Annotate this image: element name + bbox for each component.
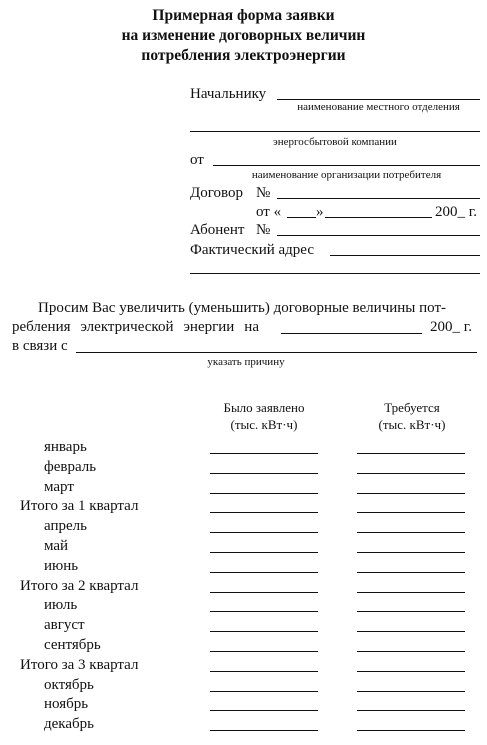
- table-row-label: август: [44, 617, 85, 634]
- declared-value-field[interactable]: [210, 631, 318, 632]
- required-value-field[interactable]: [357, 671, 465, 672]
- table-row-label: Итого за 3 квартал: [20, 656, 139, 673]
- declared-value-field[interactable]: [210, 532, 318, 533]
- table-row-label: Итого за 1 квартал: [20, 498, 139, 515]
- col-declared-header: Было заявлено: [223, 400, 305, 415]
- declared-value-field[interactable]: [210, 592, 318, 593]
- table-row-label: декабрь: [44, 716, 94, 733]
- table-row-label: июнь: [44, 557, 79, 574]
- request-line-2: ребления электрической энергии на: [12, 319, 259, 335]
- page-title-line-3: потребления электроэнергии: [141, 47, 346, 64]
- col-declared-unit: (тыс. кВт·ч): [230, 417, 298, 432]
- required-value-field[interactable]: [357, 493, 465, 494]
- table-row-label: ноябрь: [44, 696, 89, 713]
- request-year: 200_ г.: [430, 319, 472, 335]
- declared-value-field[interactable]: [210, 710, 318, 711]
- contract-month-field[interactable]: [325, 217, 432, 218]
- required-value-field[interactable]: [357, 592, 465, 593]
- contract-day-field[interactable]: [287, 217, 316, 218]
- col-required-header: Требуется: [384, 400, 440, 415]
- contract-date-close: »: [316, 204, 324, 220]
- address-field[interactable]: [330, 255, 480, 256]
- declared-value-field[interactable]: [210, 453, 318, 454]
- table-row-label: октябрь: [44, 676, 94, 693]
- table-row-label: июль: [44, 597, 78, 614]
- page-title-line-2: на изменение договорных величин: [121, 27, 366, 44]
- head-label: Начальнику: [190, 86, 267, 102]
- page-title: Примерная форма заявки: [152, 7, 335, 24]
- request-period-field[interactable]: [281, 333, 422, 334]
- declared-value-field[interactable]: [210, 512, 318, 513]
- hint-local-office: наименование местного отделения: [297, 101, 460, 113]
- table-row-label: апрель: [44, 518, 87, 535]
- declared-value-field[interactable]: [210, 691, 318, 692]
- required-value-field[interactable]: [357, 572, 465, 573]
- subscriber-label: Абонент: [190, 222, 245, 238]
- contract-number-sign: №: [256, 185, 271, 201]
- required-value-field[interactable]: [357, 512, 465, 513]
- subscriber-number-field[interactable]: [277, 235, 480, 236]
- required-value-field[interactable]: [357, 552, 465, 553]
- table-row-label: март: [44, 478, 74, 495]
- required-value-field[interactable]: [357, 651, 465, 652]
- required-value-field[interactable]: [357, 710, 465, 711]
- declared-value-field[interactable]: [210, 730, 318, 731]
- from-label: от: [190, 152, 204, 168]
- required-value-field[interactable]: [357, 730, 465, 731]
- reason-hint: указать причину: [207, 356, 285, 368]
- declared-value-field[interactable]: [210, 611, 318, 612]
- head-name-field[interactable]: [277, 99, 480, 100]
- declared-value-field[interactable]: [210, 671, 318, 672]
- table-row-label: май: [44, 538, 69, 554]
- col-required-unit: (тыс. кВт·ч): [378, 417, 446, 432]
- table-row-label: февраль: [44, 458, 97, 475]
- contract-year: 200_ г.: [435, 204, 477, 220]
- request-line-1: Просим Вас увеличить (уменьшить) договорные величины пот-: [38, 300, 446, 316]
- declared-value-field[interactable]: [210, 552, 318, 553]
- contract-date-from: от «: [256, 204, 282, 220]
- contract-label: Договор: [190, 185, 243, 201]
- required-value-field[interactable]: [357, 611, 465, 612]
- consumer-org-field[interactable]: [213, 165, 480, 166]
- hint-company: энергосбытовой компании: [273, 136, 397, 148]
- declared-value-field[interactable]: [210, 493, 318, 494]
- declared-value-field[interactable]: [210, 651, 318, 652]
- request-line-3: в связи с: [12, 338, 68, 354]
- address-label: Фактический адрес: [190, 242, 314, 258]
- subscriber-number-sign: №: [256, 222, 271, 238]
- table-row-label: январь: [44, 439, 87, 455]
- address-field-line-2[interactable]: [190, 273, 480, 274]
- required-value-field[interactable]: [357, 631, 465, 632]
- declared-value-field[interactable]: [210, 572, 318, 573]
- table-row-label: Итого за 2 квартал: [20, 577, 139, 594]
- company-name-field[interactable]: [190, 131, 480, 132]
- declared-value-field[interactable]: [210, 473, 318, 474]
- required-value-field[interactable]: [357, 691, 465, 692]
- reason-field[interactable]: [76, 352, 477, 353]
- hint-consumer-org: наименование организации потребителя: [251, 169, 442, 181]
- contract-number-field[interactable]: [277, 198, 480, 199]
- required-value-field[interactable]: [357, 532, 465, 533]
- required-value-field[interactable]: [357, 453, 465, 454]
- table-row-label: сентябрь: [44, 637, 101, 653]
- required-value-field[interactable]: [357, 473, 465, 474]
